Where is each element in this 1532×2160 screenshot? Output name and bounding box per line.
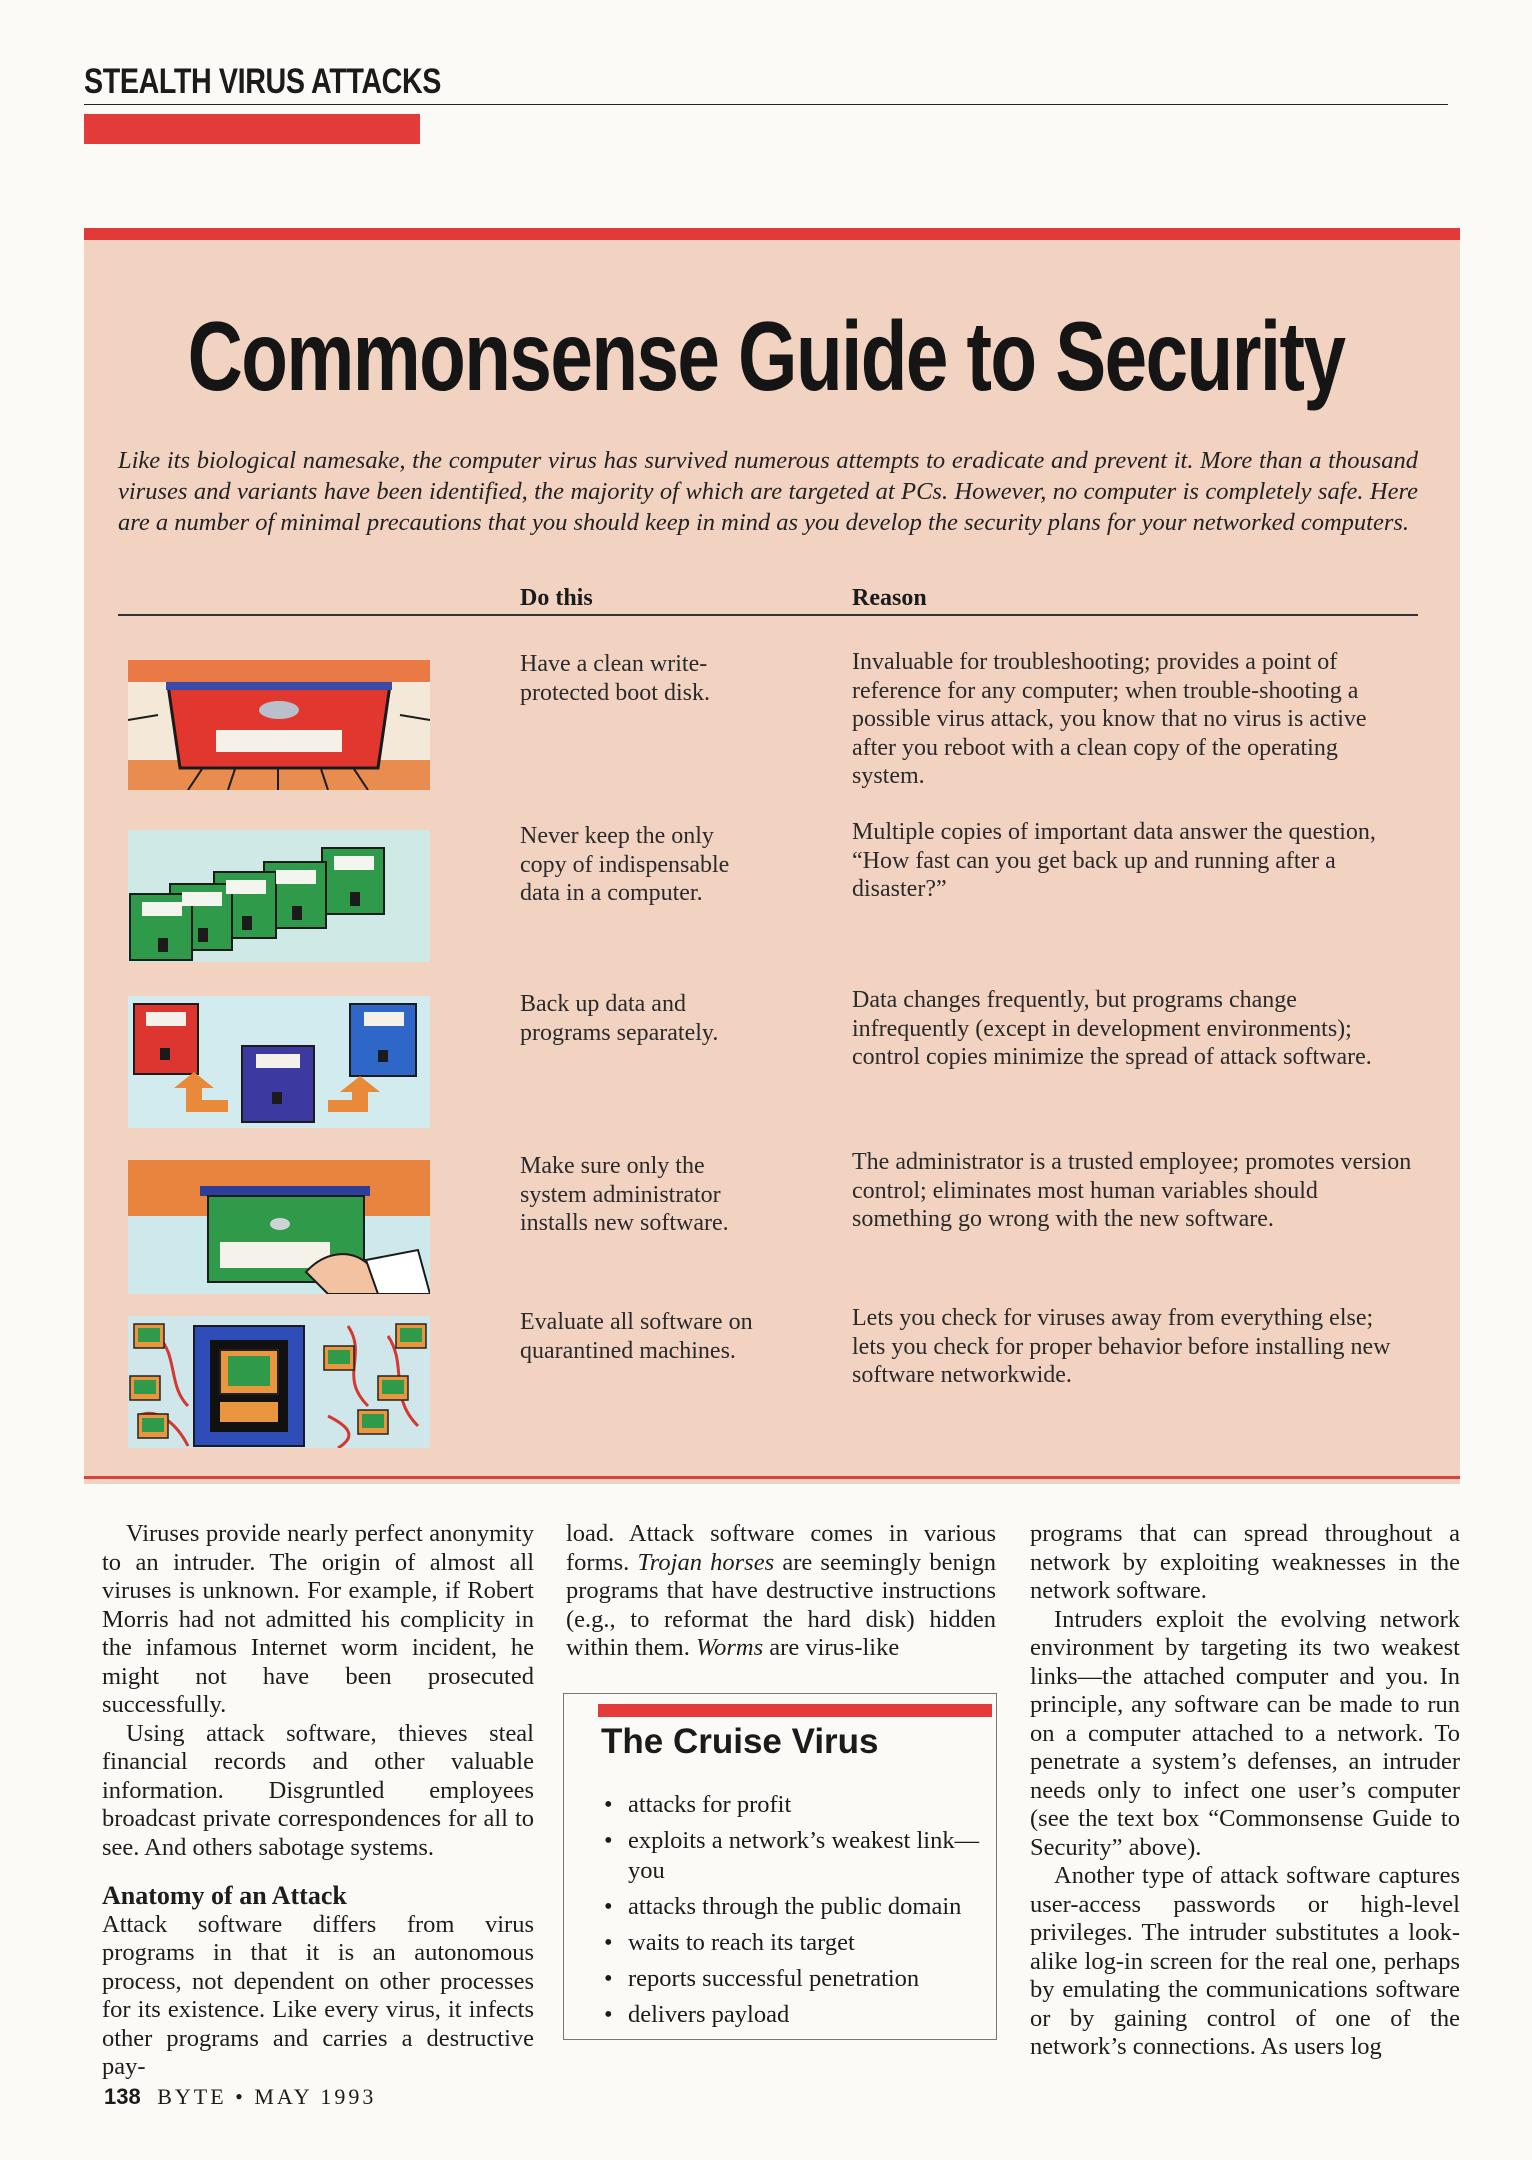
cruise-title: The Cruise Virus: [601, 1722, 879, 1761]
sidebar-bottom-rule: [84, 1476, 1460, 1479]
row-do-text: Back up data and programs separately.: [520, 991, 719, 1046]
boot-disk-illustration: [128, 660, 430, 790]
paragraph: Attack software differs from virus programs in that it is an autonomous process, not dependent on other processes for its existence. Like every virus, it infects other programs and carries a destructive pay-: [102, 1910, 534, 2080]
row-do-text: Evaluate all software on quarantined machines.: [520, 1309, 753, 1364]
term-trojan-horses: Trojan horses: [637, 1548, 775, 1576]
paragraph: Another type of attack software captures user-access passwords or high-level privileges. The intruder substitutes a look-alike log-in screen for the real one, perhaps by emulating the communications software or by gaining control of one of the network’s connections. As users log: [1030, 1862, 1460, 2060]
list-item: • exploits a network’s weakest link—you: [604, 1826, 984, 1886]
paragraph: [566, 1520, 996, 1663]
header-rule: [84, 104, 1448, 105]
paragraph: programs that can spread throughout a network by exploiting weaknesses in the network software.: [1030, 1520, 1460, 1604]
row-reason-text: Multiple copies of important data answer the question, “How fast can you get back up and running after a disaster?”: [852, 819, 1376, 902]
list-item: • waits to reach its target: [604, 1928, 984, 1958]
sidebar-top-bar: [84, 228, 1460, 240]
row-reason-text: Invaluable for troubleshooting; provides a point of reference for any computer; when trouble-shooting a possible virus attack, you know that no virus is active after you reboot with a clean copy of the operating system.: [852, 649, 1367, 789]
paragraph: Viruses provide nearly perfect anonymity to an intruder. The origin of almost all viruses is unknown. For example, if Robert Morris had not admitted his complicity in the infamous Internet worm incident, he might not have been prosecuted successfully.: [102, 1520, 534, 1718]
quarantine-illustration: [128, 1316, 430, 1448]
section-header: STEALTH VIRUS ATTACKS: [84, 62, 442, 101]
footer-separator: •: [235, 2084, 246, 2109]
page-number: 138: [104, 2084, 141, 2109]
paragraph: Using attack software, thieves steal financial records and other valuable information. Disgruntled employees broadcast private correspondences for all to see. And others sabotage systems.: [102, 1719, 534, 1861]
sidebar-intro: Like its biological namesake, the computer virus has survived numerous attempts to eradicate and prevent it. More than a thousand viruses and variants have been identified, the majority of which are targeted at PCs. However, no computer is completely safe. Here are a number of minimal precautions that you should keep in mind as you develop the security plans for your networked computers.: [118, 447, 1418, 536]
list-item: • attacks for profit: [604, 1790, 984, 1820]
header-red-bar: [84, 114, 420, 144]
list-item: • reports successful penetration: [604, 1964, 984, 1994]
cruise-list: [604, 1790, 984, 2036]
text-run: are seemingly benign programs that have destructive instructions (e.g., to reformat the hard disk) hidden within them.: [566, 1548, 996, 1661]
column-header-do: Do this: [520, 585, 593, 611]
text-run: are virus-like: [763, 1634, 900, 1661]
article-column-2: [566, 1520, 996, 1663]
page-footer: [104, 2084, 376, 2110]
issue-date: MAY 1993: [254, 2084, 377, 2109]
row-do-text: Make sure only the system administrator installs new software.: [520, 1153, 729, 1236]
paragraph: Intruders exploit the evolving network environment by targeting its two weakest links—the attached computer and you. In principle, any software can be made to run on a computer attached to a network. To penetrate a system’s defenses, an intruder needs only to infect one user’s computer (see the text box “Commonsense Guide to Security” above).: [1030, 1605, 1460, 1861]
row-reason-text: Lets you check for viruses away from everything else; lets you check for proper behavior before installing new software networkwide.: [852, 1305, 1391, 1388]
backup-illustration: [128, 996, 430, 1128]
article-column-3: [1030, 1520, 1460, 2062]
list-item: • attacks through the public domain: [604, 1892, 984, 1922]
row-do-text: Never keep the only copy of indispensable data in a computer.: [520, 823, 730, 906]
cruise-red-bar: [598, 1704, 992, 1717]
magazine-name: BYTE: [157, 2084, 227, 2109]
sidebar-title: Commonsense Guide to Security: [187, 301, 1345, 411]
table-rule: [118, 614, 1418, 616]
subheading: Anatomy of an Attack: [102, 1881, 347, 1910]
term-worms: Worms: [695, 1634, 764, 1661]
install-software-illustration: [128, 1160, 430, 1294]
row-reason-text: The administrator is a trusted employee; promotes version control; eliminates most human variables should something go wrong with the new software.: [852, 1149, 1412, 1232]
text-run: load. Attack software comes in various forms.: [566, 1520, 996, 1576]
data-copies-illustration: [128, 830, 430, 962]
column-header-reason: Reason: [852, 585, 927, 611]
article-column-1: [102, 1520, 534, 2082]
row-reason-text: Data changes frequently, but programs change infrequently (except in development environments); control copies minimize the spread of attack software.: [852, 987, 1372, 1070]
row-do-text: Have a clean write-protected boot disk.: [520, 651, 710, 706]
list-item: • delivers payload: [604, 2000, 984, 2030]
